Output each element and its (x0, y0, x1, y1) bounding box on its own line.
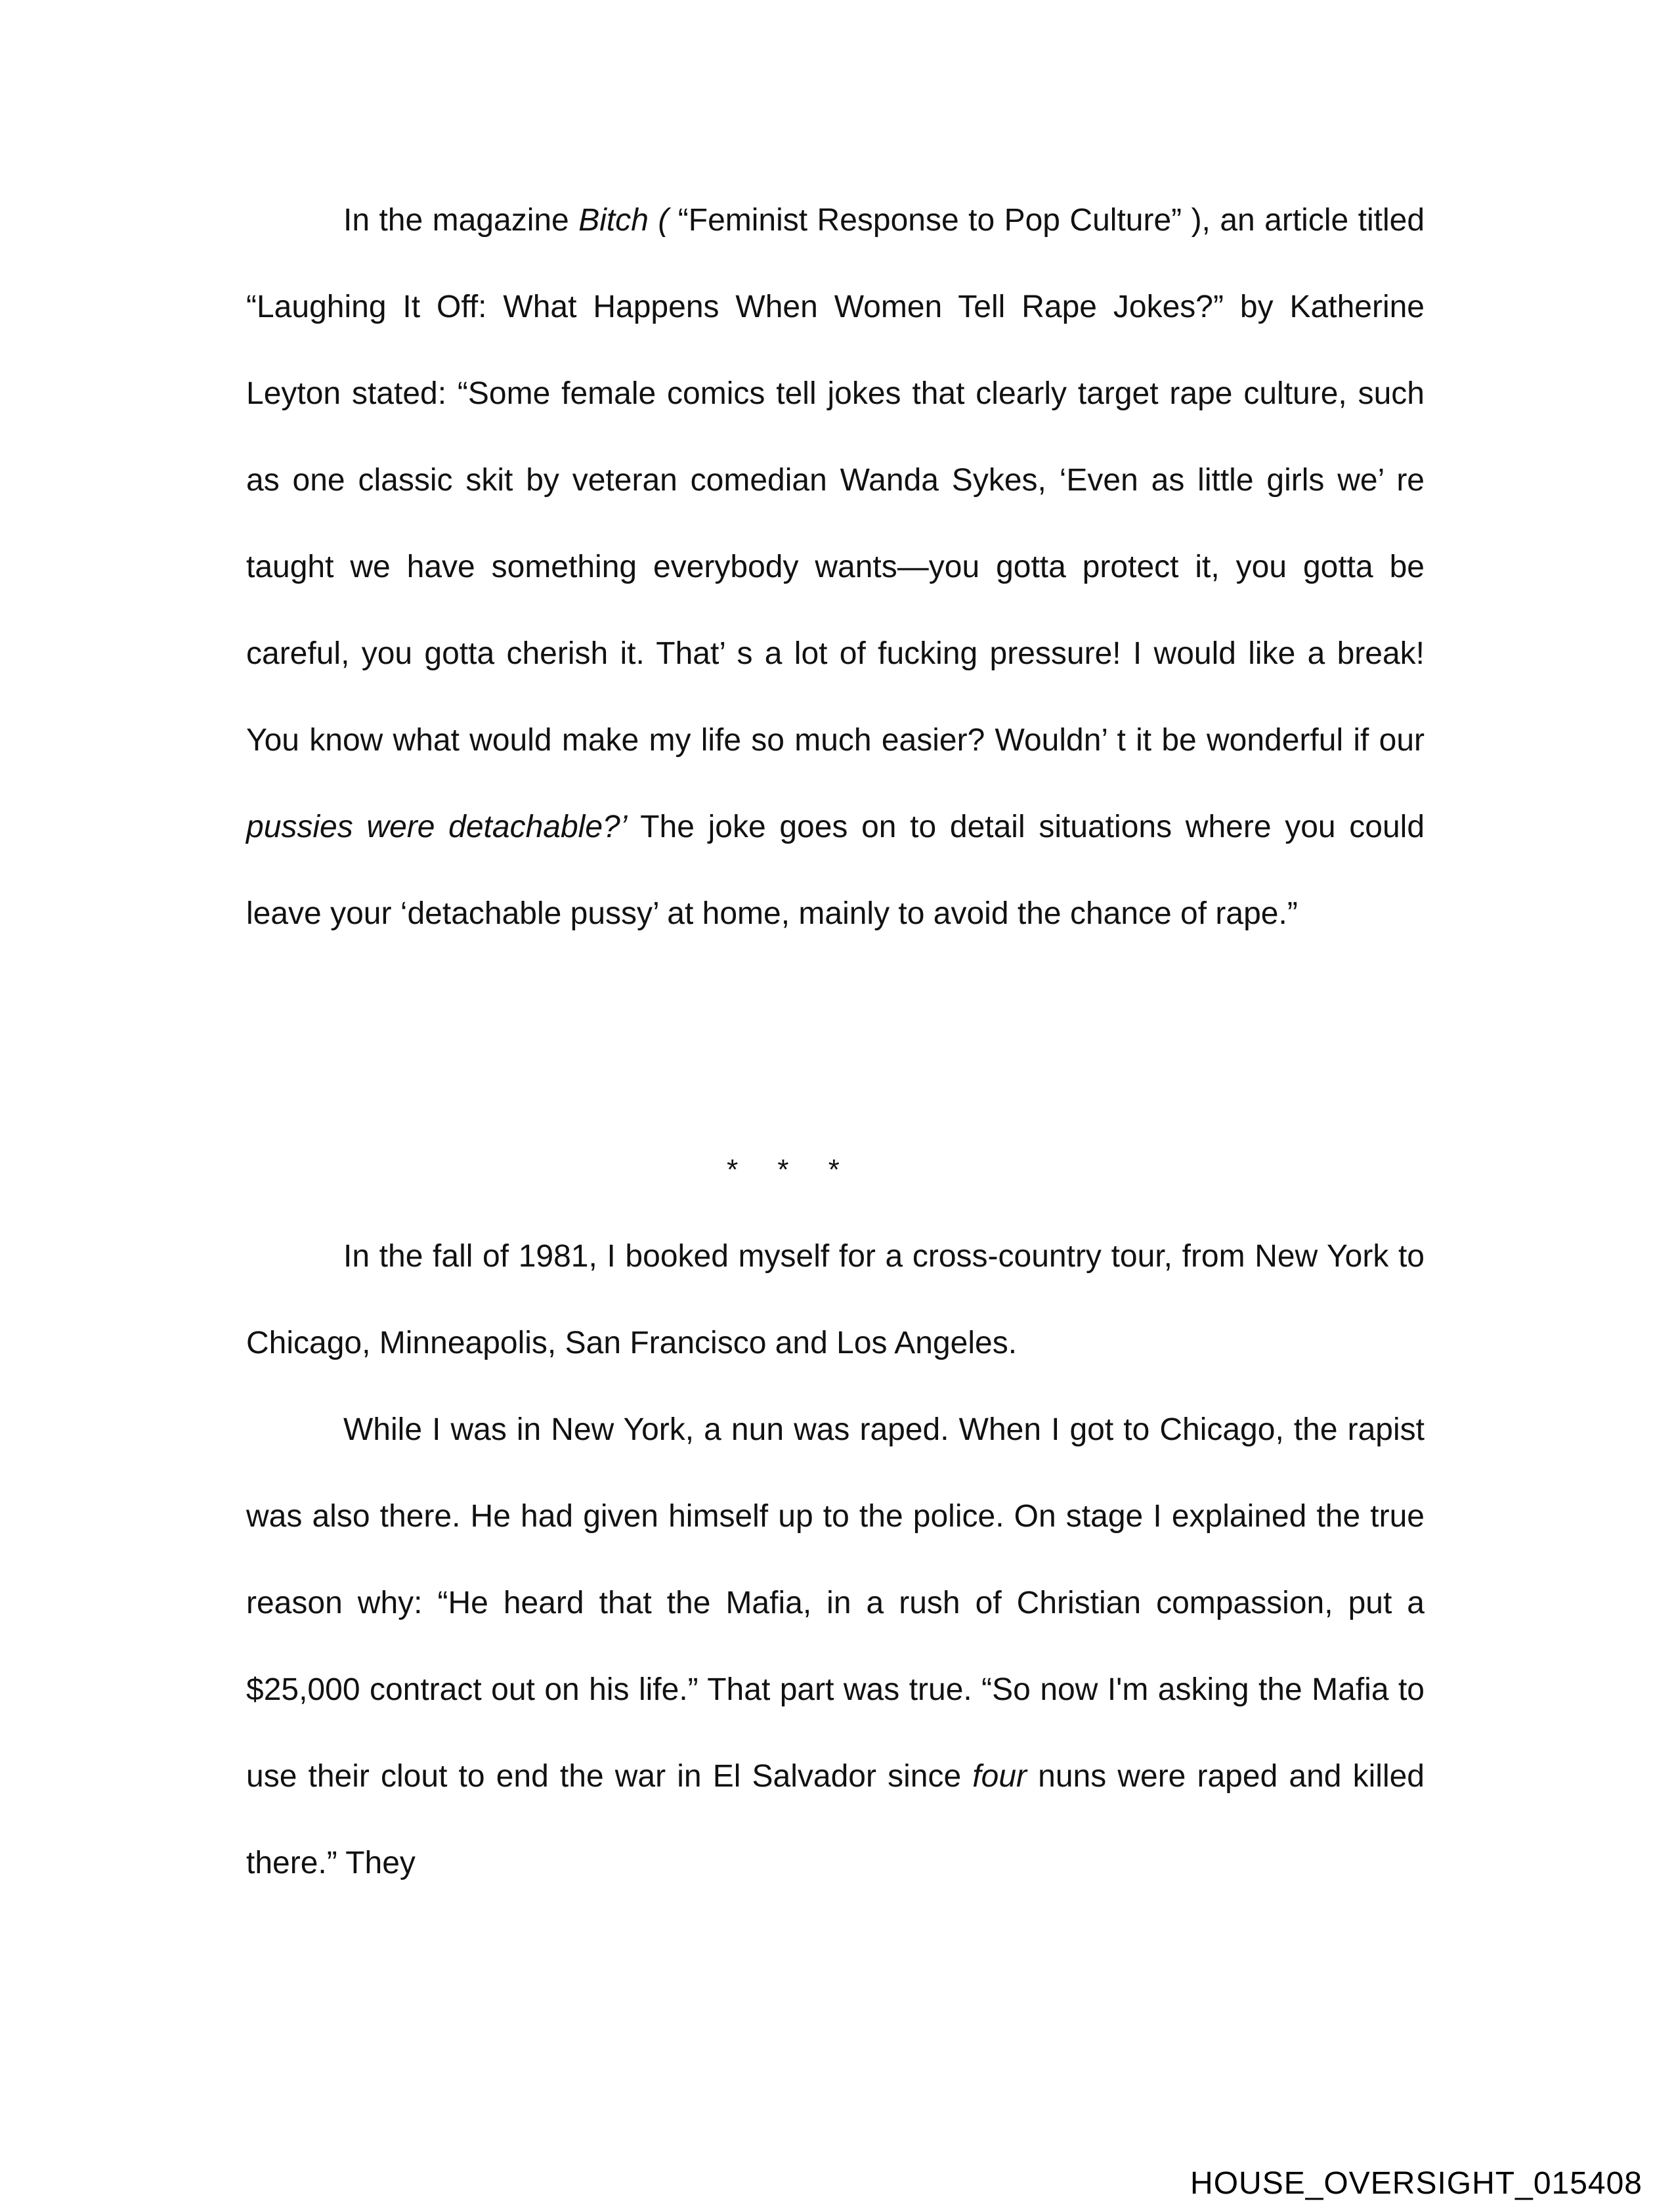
paragraph-tour: In the fall of 1981, I booked myself for a cross-country tour, from New York to Chicago, Minneapolis, San Francisco and Los Angeles. (246, 1239, 1425, 1360)
paragraph-text: While I was in New York, a nun was raped. When I got to Chicago, the rapist was also there. He had given himself up to the police. On stage I explained the true reason why: “He heard that the Mafia, in a rush of Christian compassion, put a $25,000 contract out on his life.” That part was true. “So now I'm asking the Mafia to use their clout to end the war in El Salvador since (246, 1412, 1425, 1794)
body-text-bottom (246, 1213, 1425, 1907)
paragraph-text: In the magazine (343, 203, 579, 238)
paragraph-nun (246, 1387, 1425, 1907)
paragraph-text: The joke goes on to detail situations where you could leave your ‘detachable pussy’ at home, mainly to avoid the chance of rape.” (246, 810, 1425, 931)
section-separator: * * * (727, 1154, 855, 1186)
emphasis-italic: four (972, 1759, 1027, 1794)
quote-italic: pussies were detachable?’ (246, 810, 628, 844)
body-text-top (246, 177, 1425, 957)
paragraph-text: “Feminist Response to Pop Culture” ), an article titled “Laughing It Off: What Happens When Women Tell Rape Jokes?” by Katherine Leyton stated: “Some female comics tell jokes that clearly target rape culture, such as one classic skit by veteran comedian Wanda Sykes, ‘Even as little girls we’ re taught we have something everybody wants—you gotta protect it, you gotta be careful, you gotta cherish it. That’ s a lot of fucking pressure! I would like a break! You know what would make my life so much easier? Wouldn’ t it be wonderful if our (246, 203, 1425, 758)
bates-stamp: HOUSE_OVERSIGHT_015408 (1190, 2166, 1642, 2201)
paragraph-bitch-magazine-quote (246, 177, 1425, 957)
paragraph-text: nuns were raped and killed there.” They (246, 1759, 1425, 1880)
magazine-title-italic: Bitch ( (578, 203, 669, 238)
